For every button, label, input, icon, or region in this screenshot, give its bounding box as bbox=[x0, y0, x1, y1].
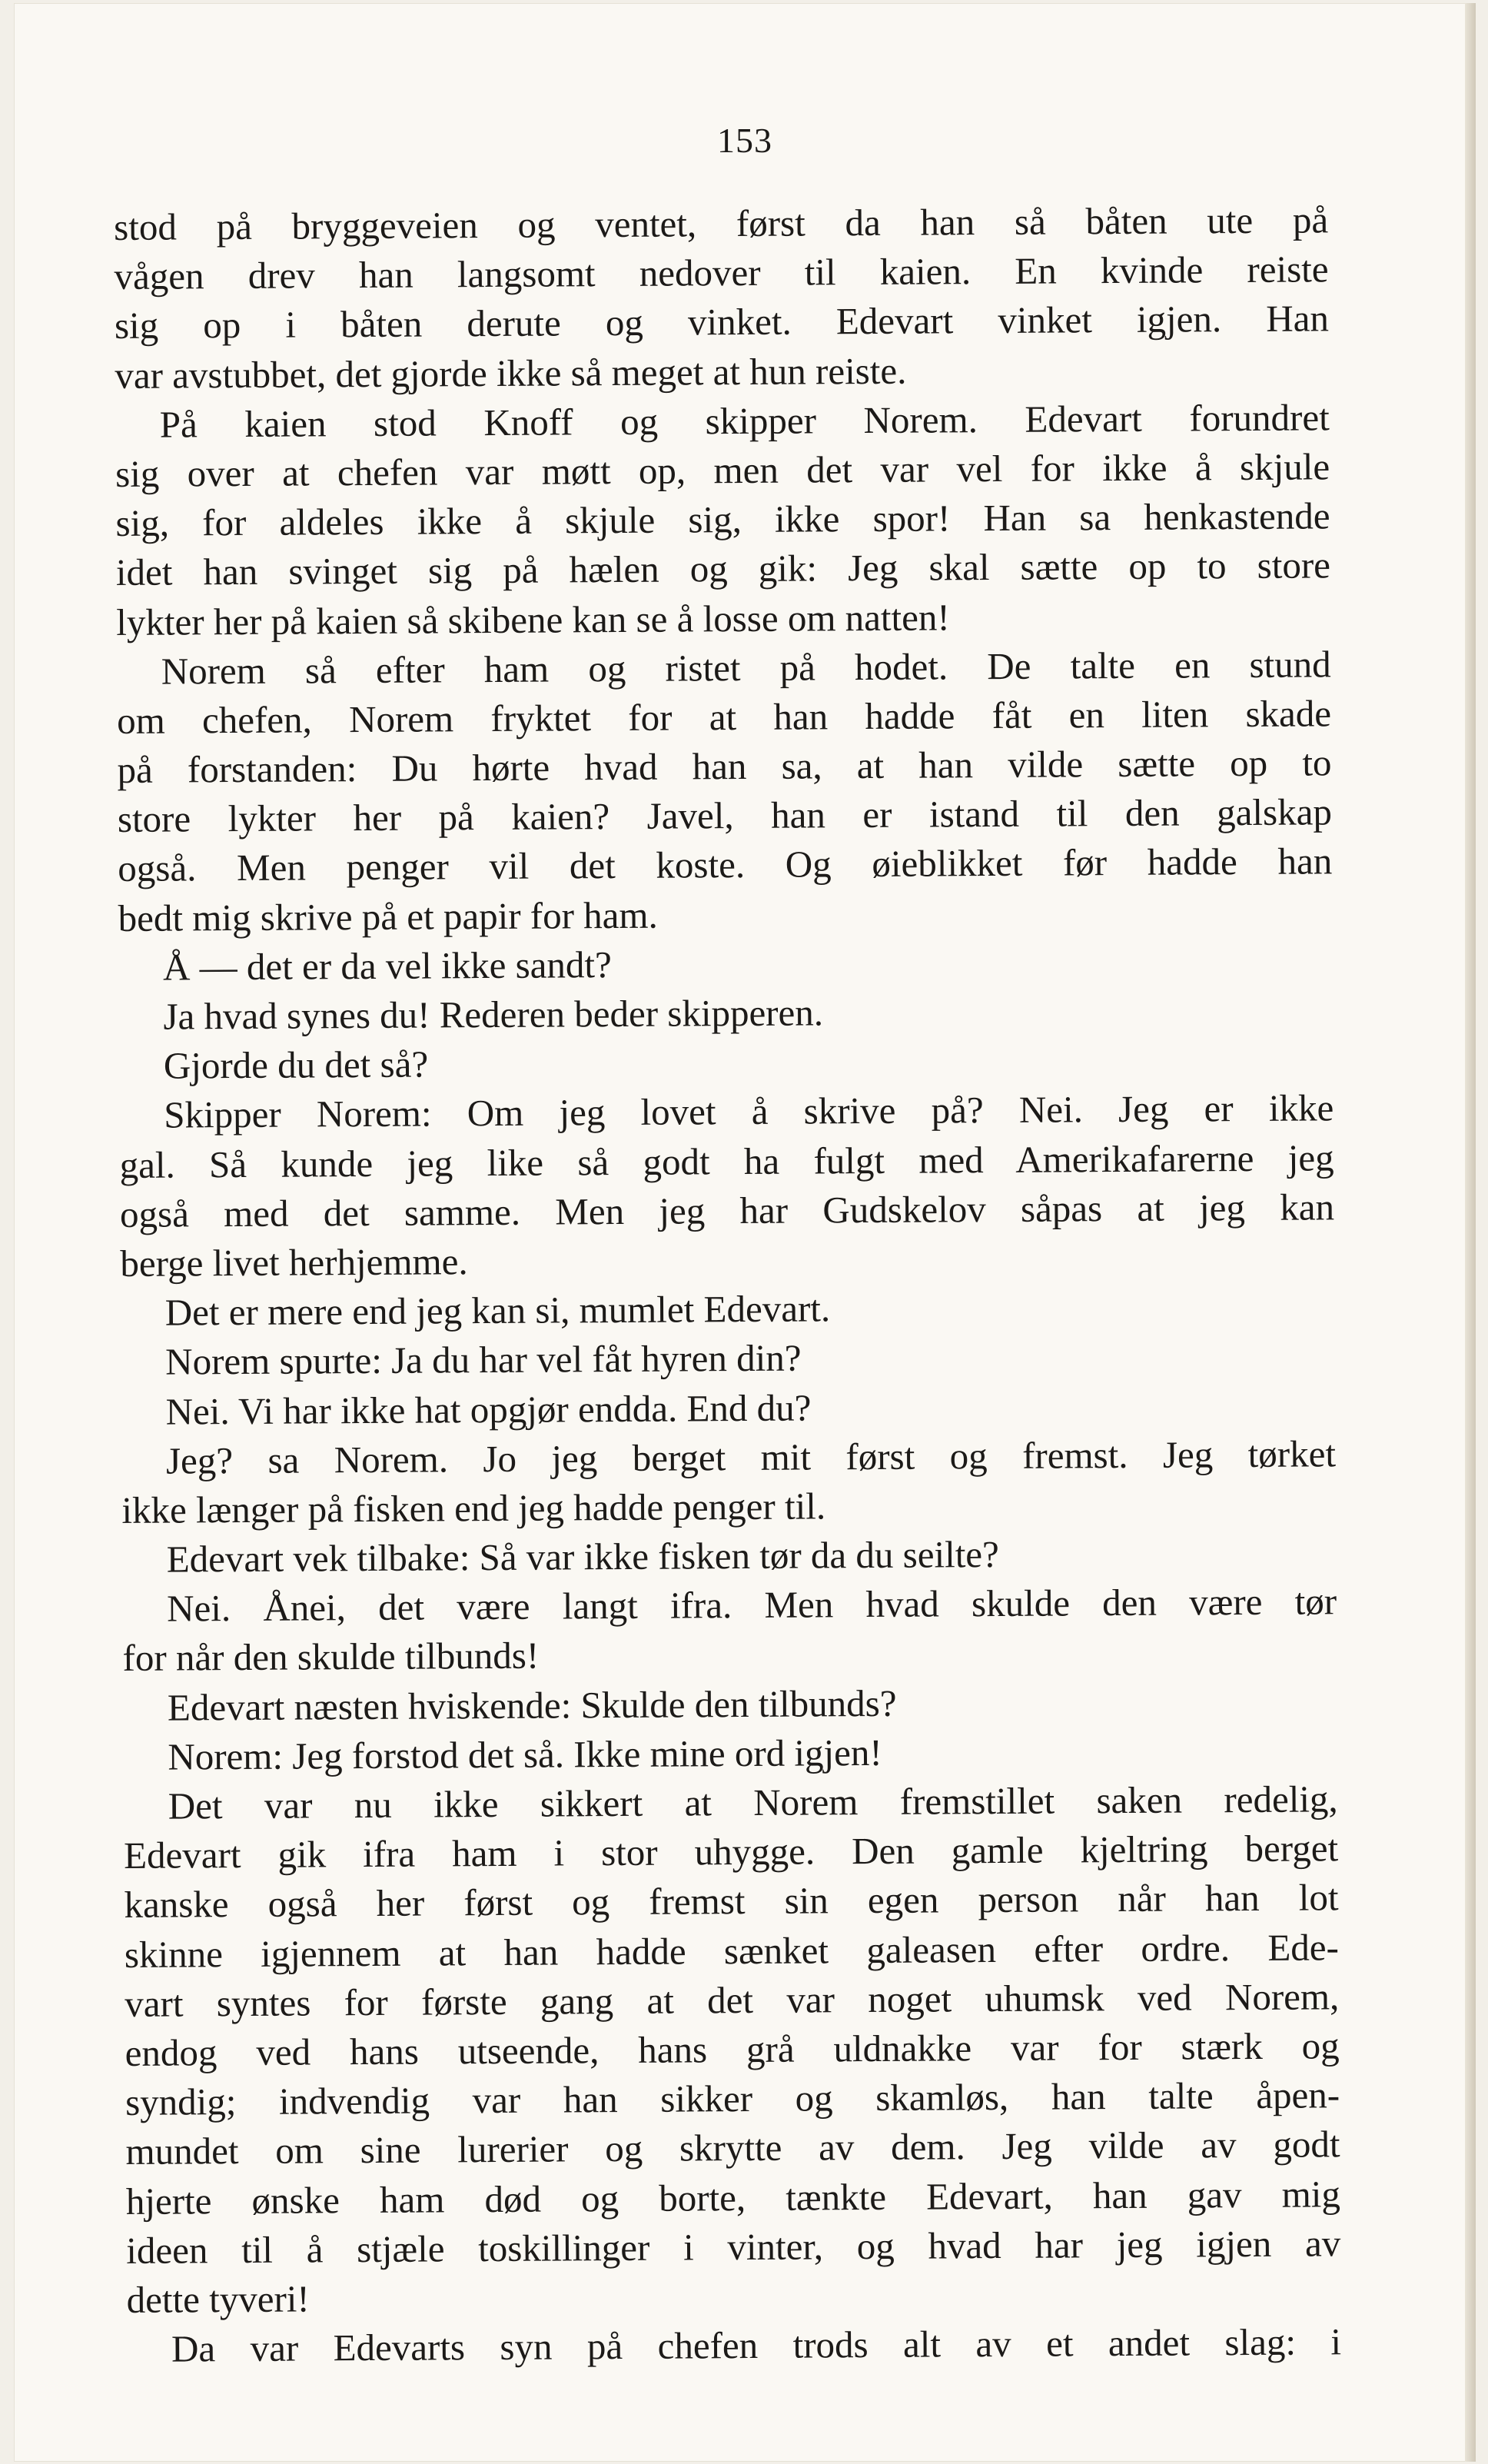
text-line: for når den skulde tilbunds! bbox=[122, 1634, 540, 1680]
text-line: om chefen, Norem fryktet for at han hadde fåt en liten skade bbox=[116, 692, 1332, 742]
text-line: gal. Så kunde jeg like så godt ha fulgt med Amerikafarerne jeg bbox=[119, 1136, 1334, 1186]
text-line: vart syntes for første gang at det var noget uhumsk ved Norem, bbox=[125, 1975, 1340, 2025]
text-line: Edevart gik ifra ham i stor uhygge. Den gamle kjeltring berget bbox=[123, 1827, 1339, 1877]
text-line: hjerte ønske ham død og borte, tænkte Edevart, han gav mig bbox=[125, 2172, 1341, 2223]
text-line: idet han svinget sig på hælen og gik: Jeg skal sætte op to store bbox=[115, 544, 1331, 594]
text-line: dette tyveri! bbox=[126, 2277, 310, 2321]
page-edge bbox=[1465, 3, 1476, 2462]
text-line: Edevart vek tilbake: Så var ikke fisken tør da du seilte? bbox=[166, 1533, 1000, 1581]
text-line: kanske også her først og fremst sin egen person når han lot bbox=[124, 1876, 1339, 1927]
text-line: sig, for aldeles ikke å skjule sig, ikke spor! Han sa henkastende bbox=[115, 494, 1330, 545]
text-line: På kaien stod Knoff og skipper Norem. Edevart forundret bbox=[159, 396, 1330, 446]
text-line: på forstanden: Du hørte hvad han sa, at han vilde sætte op to bbox=[117, 741, 1332, 792]
text-line: store lykter her på kaien? Javel, han er istand til den galskap bbox=[117, 790, 1333, 841]
text-line: ideen til å stjæle toskillinger i vinter, og hvad har jeg igjen av bbox=[126, 2221, 1341, 2272]
page-number: 153 bbox=[717, 121, 772, 160]
text-line: Norem: Jeg forstod det så. Ikke mine ord igjen! bbox=[168, 1731, 882, 1778]
text-line: Ja hvad synes du! Rederen beder skipperen. bbox=[163, 991, 824, 1038]
text-line: endog ved hans utseende, hans grå uldnakke var for stærk og bbox=[125, 2024, 1340, 2074]
text-line: stod på bryggeveien og ventet, først da han så båten ute på bbox=[114, 198, 1329, 248]
text-line: Å — det er da vel ikke sandt? bbox=[162, 943, 612, 989]
text-line: ikke længer på fisken end jeg hadde penger til. bbox=[121, 1485, 826, 1531]
text-line: sig over at chefen var møtt op, men det var vel for ikke å skjule bbox=[115, 445, 1330, 495]
text-line: Nei. Vi har ikke hat opgjør endda. End du? bbox=[165, 1385, 812, 1433]
book-page bbox=[14, 3, 1476, 2462]
text-line: Edevart næsten hviskende: Skulde den tilbunds? bbox=[167, 1681, 897, 1729]
text-line: mundet om sine lurerier og skrytte av dem. Jeg vilde av godt bbox=[125, 2123, 1340, 2173]
text-line: sig op i båten derute og vinket. Edevart vinket igjen. Han bbox=[114, 297, 1330, 347]
text-line: lykter her på kaien så skibene kan se å losse om natten! bbox=[116, 595, 950, 643]
text-line: skinne igjennem at han hadde sænket galeasen efter ordre. Ede- bbox=[124, 1925, 1340, 1976]
text-line: var avstubbet, det gjorde ikke så meget at hun reiste. bbox=[115, 349, 907, 397]
text-line: Da var Edevarts syn på chefen trods alt av et andet slag: i bbox=[171, 2320, 1342, 2370]
text-line: Norem spurte: Ja du har vel fåt hyren din? bbox=[165, 1336, 802, 1383]
text-line: Gjorde du det så? bbox=[163, 1042, 429, 1087]
text-line: syndig; indvendig var han sikker og skamløs, han talte åpen- bbox=[125, 2073, 1340, 2124]
text-line: berge livet herhjemme. bbox=[120, 1240, 468, 1285]
text-line: Jeg? sa Norem. Jo jeg berget mit først og fremst. Jeg tørket bbox=[165, 1432, 1337, 1482]
body-text bbox=[114, 195, 1341, 2374]
text-line: Skipper Norem: Om jeg lovet å skrive på? Nei. Jeg er ikke bbox=[164, 1086, 1334, 1136]
text-line: også med det samme. Men jeg har Gudskelov såpas at jeg kan bbox=[119, 1185, 1335, 1235]
text-line: bedt mig skrive på et papir for ham. bbox=[118, 893, 658, 939]
text-line: også. Men penger vil det koste. Og øieblikket før hadde han bbox=[118, 840, 1333, 890]
text-line: Nei. Ånei, det være langt ifra. Men hvad skulde den være tør bbox=[167, 1580, 1337, 1630]
text-line: vågen drev han langsomt nedover til kaien. En kvinde reiste bbox=[114, 248, 1329, 298]
text-line: Det var nu ikke sikkert at Norem fremstillet saken redelig, bbox=[168, 1777, 1338, 1827]
text-line: Det er mere end jeg kan si, mumlet Edevart. bbox=[164, 1287, 831, 1334]
text-line: Norem så efter ham og ristet på hodet. De talte en stund bbox=[161, 643, 1331, 693]
